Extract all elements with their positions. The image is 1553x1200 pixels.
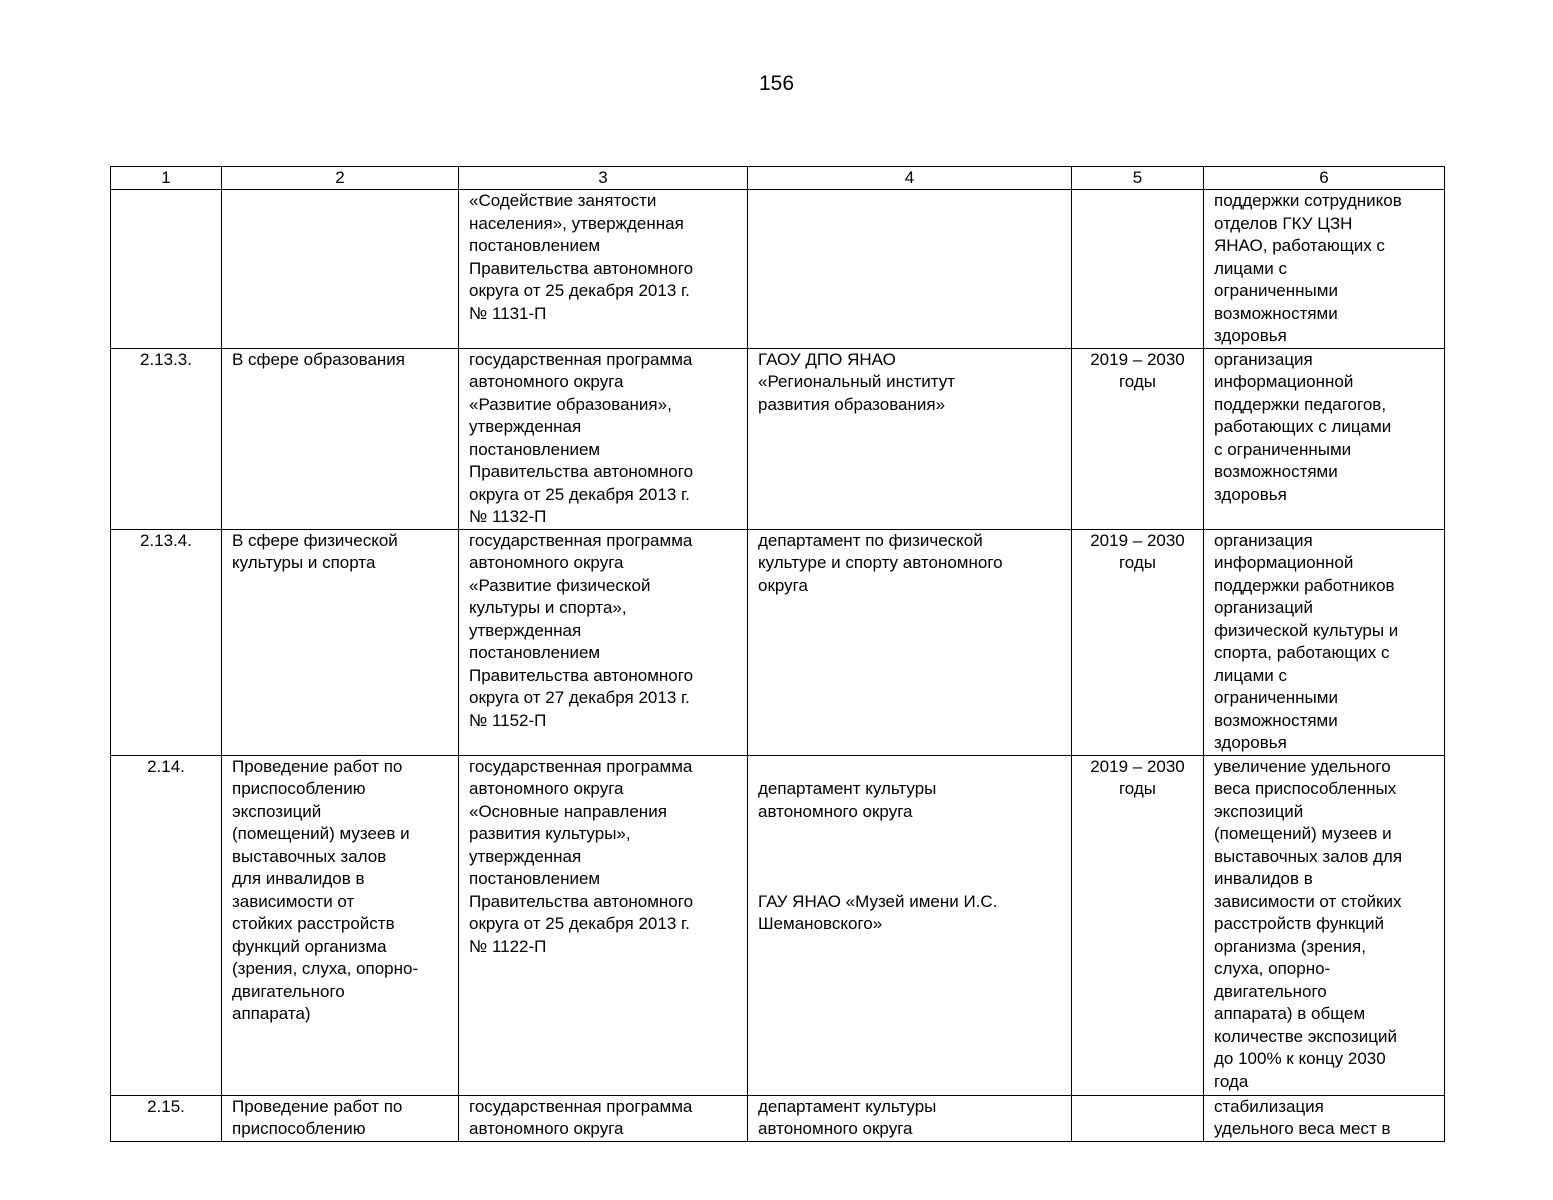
result-cell: организация информационной поддержки работников организаций физической культуры и спорта, работающих с лицами с ограниченными возможностями здоровья [1204,529,1445,755]
executor-spacer [758,846,1061,869]
program-cell: «Содействие занятости населения», утвержденная постановлением Правительства автономного округа от 25 декабря 2013 г. № 1131-П [459,190,748,349]
executor-cell [748,1095,1072,1141]
executor-cell [748,190,1072,349]
measure-name-cell: В сфере образования [222,348,459,529]
program-cell: государственная программа автономного округа [459,1095,748,1141]
column-header: 4 [748,167,1072,190]
executor-text: департамент культуры автономного округа [758,1096,937,1138]
result-cell: поддержки сотрудников отделов ГКУ ЦЗН ЯНАО, работающих с лицами с ограниченными возможностями здоровья [1204,190,1445,349]
period-cell: 2019 – 2030 годы [1072,755,1204,1095]
executor-cell [748,348,1072,529]
row-number-cell: 2.13.4. [111,529,222,755]
program-cell: государственная программа автономного округа «Основные направления развития культуры», утвержденная постановлением Правительства автономного округа от 25 декабря 2013 г. № 1122-П [459,755,748,1095]
result-cell: организация информационной поддержки педагогов, работающих с лицами с ограниченными возможностями здоровья [1204,348,1445,529]
table-row [111,348,1445,529]
table-row [111,755,1445,1095]
column-header: 2 [222,167,459,190]
executor-text: ГАОУ ДПО ЯНАО «Региональный институт развития образования» [758,349,956,414]
period-cell [1072,190,1204,349]
table-row [111,190,1445,349]
column-header: 3 [459,167,748,190]
column-header: 5 [1072,167,1204,190]
result-cell: стабилизация удельного веса мест в [1204,1095,1445,1141]
program-cell: государственная программа автономного округа «Развитие образования», утвержденная постановлением Правительства автономного округа от 25 декабря 2013 г. № 1132-П [459,348,748,529]
executor-cell [748,529,1072,755]
executor-text: департамент культуры автономного округа [758,779,937,821]
period-cell: 2019 – 2030 годы [1072,348,1204,529]
executor-text: департамент по физической культуре и спорту автономного округа [758,530,1003,595]
row-number-cell [111,190,222,349]
measure-name-cell: Проведение работ по приспособлению экспозиций (помещений) музеев и выставочных залов для инвалидов в зависимости от стойких расстройств функций организма (зрения, слуха, опорно- двигательного аппарата) [222,755,459,1095]
page-number: 156 [758,72,795,95]
row-number-cell: 2.15. [111,1095,222,1141]
program-cell: государственная программа автономного округа «Развитие физической культуры и спорта», утвержденная постановлением Правительства автономного округа от 27 декабря 2013 г. № 1152-П [459,529,748,755]
table-header-row [111,167,1445,190]
executor-cell [748,755,1072,1095]
row-number-cell: 2.14. [111,755,222,1095]
measures-table [110,166,1445,1142]
table-row [111,529,1445,755]
column-header: 6 [1204,167,1445,190]
row-number-cell: 2.13.3. [111,348,222,529]
period-cell: 2019 – 2030 годы [1072,529,1204,755]
table-row [111,1095,1445,1141]
measure-name-cell [222,190,459,349]
column-header: 1 [111,167,222,190]
executor-extra-text: ГАУ ЯНАО «Музей имени И.С. Шемановского» [758,891,998,933]
measure-name-cell: Проведение работ по приспособлению [222,1095,459,1141]
result-cell: увеличение удельного веса приспособленных экспозиций (помещений) музеев и выставочных залов для инвалидов в зависимости от стойких расстройств функций организма (зрения, слуха, опорно- двигательного аппарата) в общем количестве экспозиций до 100% к концу 2030 года [1204,755,1445,1095]
period-cell [1072,1095,1204,1141]
measure-name-cell: В сфере физической культуры и спорта [222,529,459,755]
